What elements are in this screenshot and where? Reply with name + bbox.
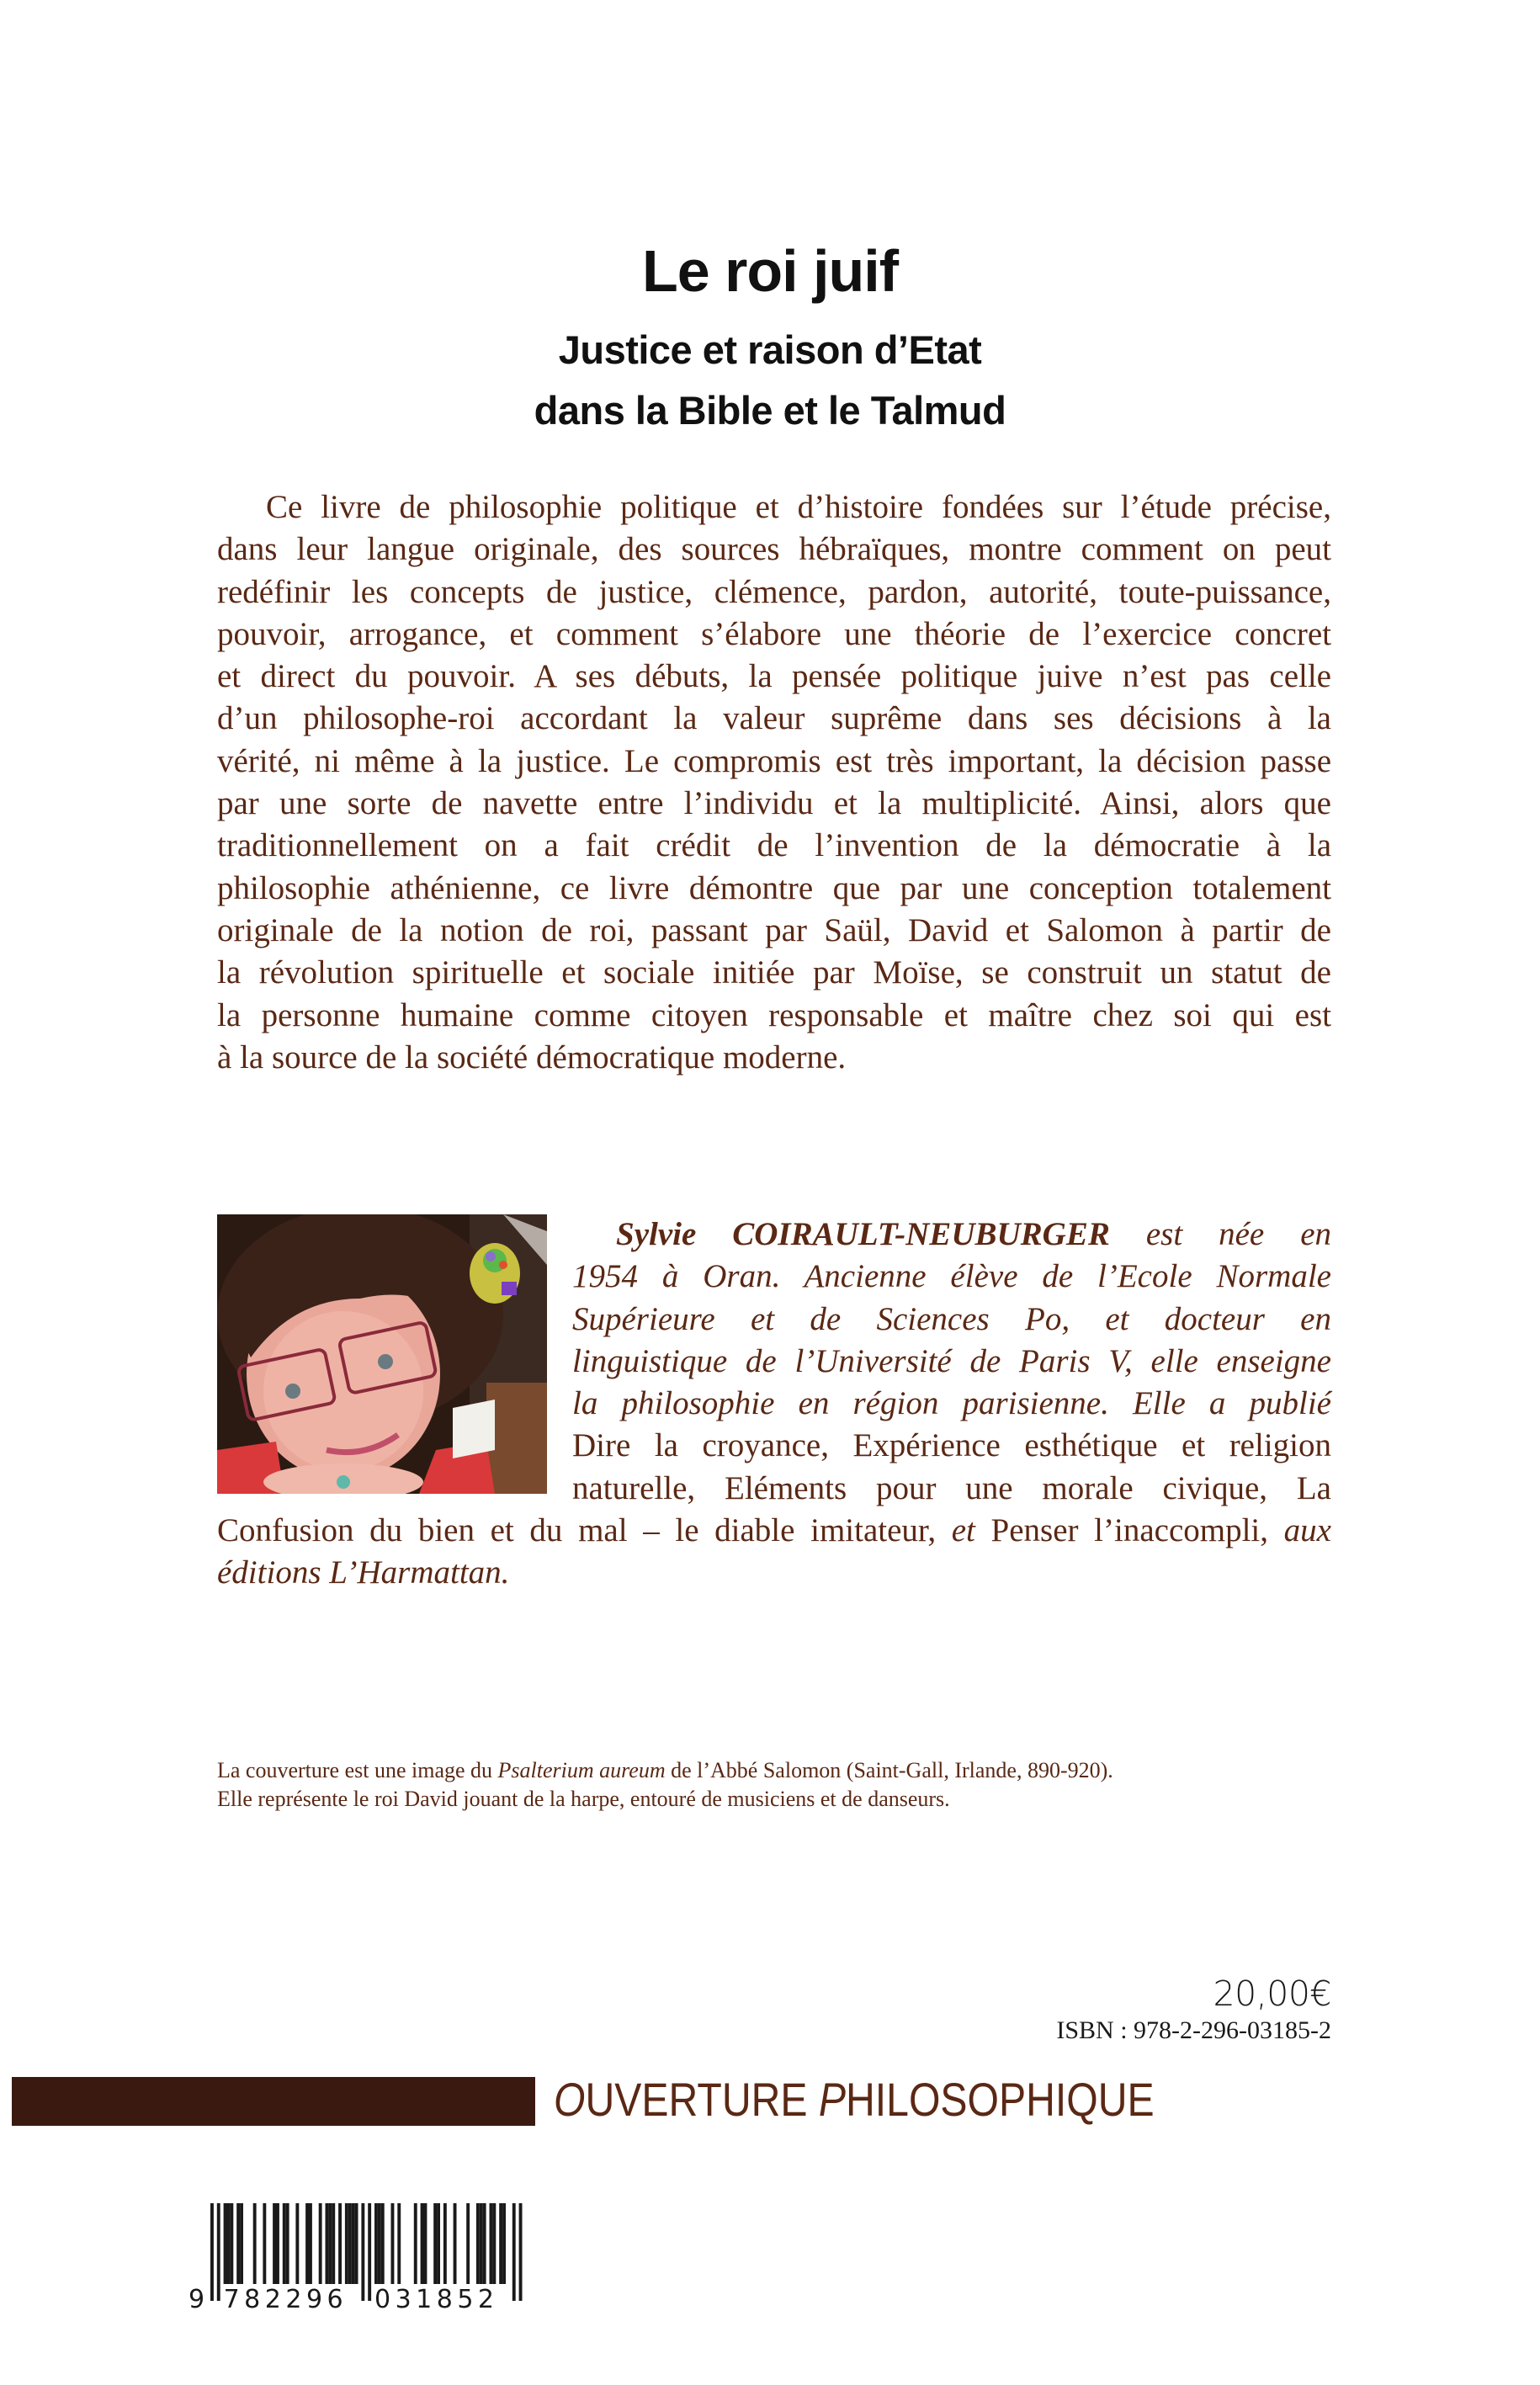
cover-credit	[217, 1756, 1336, 1814]
bio-line: la philosophie en région parisienne. Elle a publié	[572, 1385, 1331, 1422]
isbn: ISBN : 978-2-296-03185-2	[1056, 2016, 1331, 2044]
barcode-icon	[185, 2202, 539, 2311]
summary-line: philosophie athénienne, ce livre démontre que par une conception totalement	[217, 869, 1331, 906]
summary-line: redéfinir les concepts de justice, clémence, pardon, autorité, toute-puissance,	[217, 573, 1331, 610]
summary-line: dans leur langue originale, des sources hébraïques, montre comment on peut	[217, 531, 1331, 568]
summary-line: et direct du pouvoir. A ses débuts, la pensée politique juive n’est pas celle	[217, 658, 1331, 695]
credit-line-2: Elle représente le roi David jouant de la harpe, entouré de musiciens et de danseurs.	[217, 1787, 950, 1811]
summary-line: pouvoir, arrogance, et comment s’élabore une théorie de l’exercice concret	[217, 615, 1331, 652]
book-subtitle-line-1: Justice et raison d’Etat	[558, 327, 982, 372]
summary-paragraph	[217, 486, 1331, 1079]
series-color-bar	[12, 2077, 535, 2126]
bio-line: 1954 à Oran. Ancienne élève de l’Ecole Normale	[572, 1258, 1331, 1295]
book-subtitle-line-2: dans la Bible et le Talmud	[534, 388, 1006, 433]
summary-line: d’un philosophe-roi accordant la valeur suprême dans ses décisions à la	[217, 700, 1331, 737]
bio-line: naturelle, Eléments pour une morale civique, La	[572, 1469, 1331, 1506]
summary-line: traditionnellement on a fait crédit de l’invention de la démocratie à la	[217, 827, 1331, 864]
summary-line: par une sorte de navette entre l’individu et la multiplicité. Ainsi, alors que	[217, 785, 1331, 822]
summary-line: la révolution spirituelle et sociale initiée par Moïse, se construit un statut de	[217, 954, 1331, 991]
bio-line: éditions L’Harmattan.	[217, 1554, 510, 1591]
credit-line-1: La couverture est une image du Psalterium aureum de l’Abbé Salomon (Saint-Gall, Irlande, 890-920).	[217, 1758, 1113, 1782]
bio-line: Sylvie COIRAULT-NEUBURGER est née en	[616, 1216, 1331, 1252]
summary-line: à la source de la société démocratique moderne.	[217, 1038, 847, 1076]
svg-text:031852: 031852	[374, 2285, 499, 2311]
bio-line: Dire la croyance, Expérience esthétique et religion	[572, 1427, 1331, 1464]
bio-line: linguistique de l’Université de Paris V, elle enseigne	[572, 1342, 1331, 1379]
isbn-barcode	[185, 2202, 539, 2311]
summary-line: Ce livre de philosophie politique et d’histoire fondées sur l’étude précise,	[266, 489, 1331, 525]
bio-line: Confusion du bien et du mal – le diable imitateur, et Penser l’inaccompli, aux	[217, 1512, 1331, 1548]
author-bio-right	[572, 1214, 1331, 1510]
author-photo	[217, 1214, 547, 1494]
summary-line: vérité, ni même à la justice. Le compromis est très important, la décision passe	[217, 742, 1331, 779]
summary-line: la personne humaine comme citoyen responsable et maître chez soi qui est	[217, 996, 1331, 1033]
book-title: Le roi juif	[642, 238, 898, 304]
price: 20,00€	[1213, 1973, 1331, 2014]
svg-text:782296: 782296	[223, 2285, 348, 2311]
summary-line: originale de la notion de roi, passant par Saül, David et Salomon à partir de	[217, 911, 1331, 948]
author-name: Sylvie COIRAULT-NEUBURGER	[616, 1216, 1110, 1252]
author-bio-continued	[217, 1510, 1331, 1595]
series-name: OUVERTURE PHILOSOPHIQUE	[554, 2073, 1155, 2126]
svg-text:9: 9	[189, 2285, 210, 2311]
bio-line: Supérieure et de Sciences Po, et docteur en	[572, 1300, 1331, 1337]
